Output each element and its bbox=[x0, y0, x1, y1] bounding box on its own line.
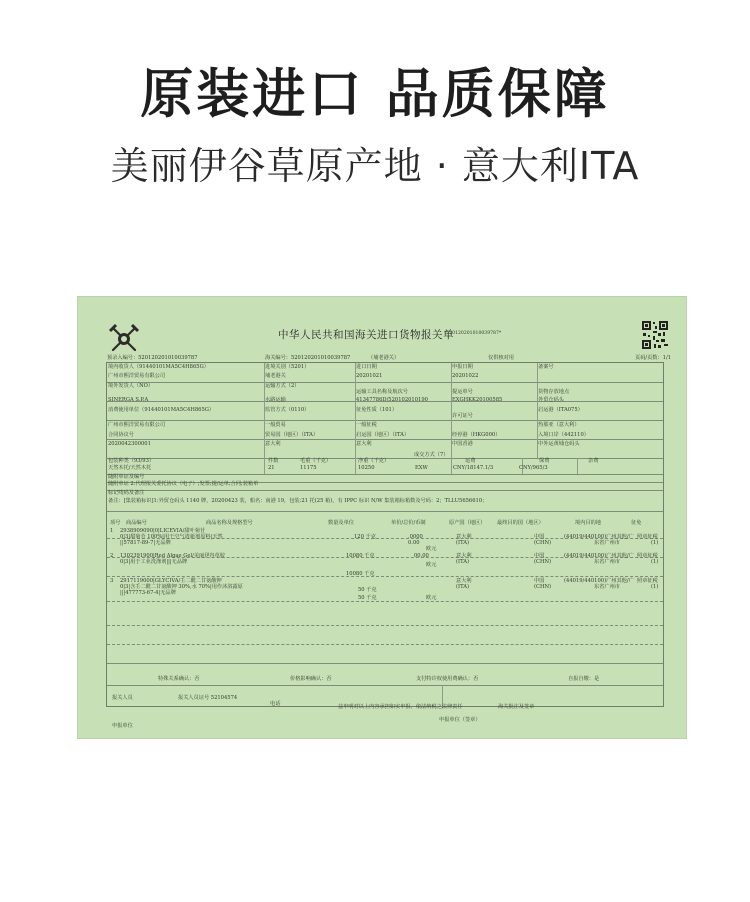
transport-mode-label: 运输方式（2） bbox=[265, 383, 300, 389]
trade-country-value: 意大利 bbox=[265, 441, 281, 447]
storage-value: 外贸仓码头 bbox=[538, 397, 564, 403]
item-price: 00.00 bbox=[414, 553, 429, 559]
form-title: 中华人民共和国海关进口货物报关单 bbox=[278, 329, 454, 341]
departure-port-value: 热那亚（意大利） bbox=[538, 422, 580, 428]
subheadline: 美丽伊谷草原产地 · 意大利ITA bbox=[110, 144, 640, 188]
item-line: 0|3|甜菊苷 100%|用于空气清新剂原料|天然 bbox=[120, 534, 223, 540]
form-serial: *520120201010039787* bbox=[444, 331, 502, 336]
item-line: 2917119000|GLYCIVA/壬二酰二甘氨酸钾 bbox=[120, 578, 222, 584]
freight-label: 运费 bbox=[465, 458, 476, 464]
freight-value: CNY/18147.1/3 bbox=[453, 465, 494, 471]
item-dest: 中国 bbox=[534, 553, 545, 559]
royalty-confirm: 支付特许权使用费确认：否 bbox=[416, 676, 479, 682]
marks-label: 标记唛码及备注 bbox=[108, 490, 145, 496]
trade-term-value: EXW bbox=[415, 465, 428, 471]
trade-country-label: 贸易国（地区）（ITA） bbox=[265, 432, 319, 438]
col-origin: 原产国（地区） bbox=[449, 520, 486, 526]
col-dest: 最终目的国（地区） bbox=[497, 520, 544, 526]
item-qty: 120 千克 bbox=[354, 534, 376, 540]
shipper-value: SINERGA S.P.A bbox=[108, 397, 149, 403]
vessel-label: 运输工具名称及航次号 bbox=[356, 389, 408, 395]
customs-remark-label: 海关批注及签章 bbox=[498, 704, 535, 710]
item-dest-code: (CHN) bbox=[534, 584, 552, 590]
item-domestic: (44019/440100)广州其他/广 bbox=[564, 553, 634, 559]
item-qty2: 10080 千克 bbox=[346, 571, 375, 577]
package-label: 包装种类（93/93） bbox=[108, 458, 155, 464]
item-qty2: 50 千克 bbox=[358, 595, 377, 601]
storage-label: 货物存放地点 bbox=[538, 389, 570, 395]
net-value: 10250 bbox=[358, 465, 375, 471]
item-no: 3 bbox=[110, 578, 114, 584]
bill-no-label: 提运单号 bbox=[452, 389, 473, 395]
item-domestic2: 东省广州市 bbox=[594, 540, 620, 546]
special-relation-confirm: 特殊关系确认：否 bbox=[158, 676, 200, 682]
declarant-label: 报关人员 bbox=[112, 695, 133, 701]
supervision-value: 一般贸易 bbox=[265, 422, 286, 428]
pieces-label: 件数 bbox=[268, 458, 279, 464]
entry-port-value: 埔老港关 bbox=[265, 373, 286, 379]
item-origin-code: (ITA) bbox=[456, 584, 470, 590]
customs-emblem-icon bbox=[106, 321, 142, 357]
pieces-value: 21 bbox=[268, 465, 275, 471]
item-line: 0|3|用于工业洗涤剂|||无品牌 bbox=[120, 559, 188, 565]
item-total: 0.00 bbox=[408, 540, 420, 546]
item-tax2: (1) bbox=[651, 584, 659, 590]
docs-value: 随附单证 2:代理报关委托协议（电子）;发票;提/运单;合同;装箱单 bbox=[108, 481, 259, 487]
transit-port-label: 经停港（HKG000） bbox=[452, 432, 501, 438]
insurance-label: 保费 bbox=[539, 458, 550, 464]
import-date-value: 20201021 bbox=[356, 373, 383, 379]
import-date-label: 进口日期 bbox=[356, 364, 377, 370]
vessel-value: 41347786D/520102010190 bbox=[356, 397, 428, 403]
item-origin: 意大利 bbox=[456, 534, 472, 540]
license-label: 许可证号 bbox=[452, 413, 473, 419]
item-domestic: (44019/440100)广州其他/广 bbox=[564, 534, 634, 540]
col-hs: 商品编号 bbox=[126, 520, 147, 526]
item-origin: 意大利 bbox=[456, 553, 472, 559]
insurance-value: CNY/965/3 bbox=[519, 465, 548, 471]
consumer-label: 消费使用单位（91440101MA5C4H865G） bbox=[108, 407, 215, 413]
item-domestic: (44019/440100)广州其他/广 bbox=[564, 578, 634, 584]
declarant-no: 报关人员证号 52104574 bbox=[178, 695, 238, 701]
item-origin: 意大利 bbox=[456, 578, 472, 584]
origin-country-value: 意大利 bbox=[356, 441, 372, 447]
origin-country-label: 启运国（地区）（ITA） bbox=[356, 432, 410, 438]
item-line: ||57817-89-7|无品牌 bbox=[120, 540, 171, 546]
contract-value: 2020042300001 bbox=[108, 441, 151, 447]
transit-port-value: 中国香港 bbox=[452, 441, 473, 447]
consignee-value: 广州市熙洋贸易有限公司 bbox=[108, 373, 166, 379]
item-dest: 中国 bbox=[534, 534, 545, 540]
item-currency: 欧元 bbox=[426, 595, 437, 601]
transport-mode-value: 水路运输 bbox=[265, 397, 286, 403]
col-domestic: 境内目的地 bbox=[575, 520, 601, 526]
remarks: 备注：[集装箱标识]1:外贸仓码头 1140 牌，20200423 装，船名：南港 19，包装:21 托(25 箱)，有 IPPC 标识 N/W 集装箱标箱数及号码：2；TLLU5656610； bbox=[108, 498, 488, 504]
entry-port-label: 进境关别（5201） bbox=[265, 364, 310, 370]
item-dest-code: (CHN) bbox=[534, 559, 552, 565]
bill-no-value: EXGHKK20100585 bbox=[452, 397, 503, 403]
item-origin-code: (ITA) bbox=[456, 540, 470, 546]
item-currency: 欧元 bbox=[426, 546, 437, 552]
declaring-unit-seal: 申报单位（签章） bbox=[439, 717, 481, 723]
trade-term-label: 成交方式（7） bbox=[414, 452, 449, 458]
headline: 原装进口 品质保障 bbox=[140, 64, 610, 125]
consignee-label: 境内收货人（91440101MA5C4H865G） bbox=[108, 364, 209, 370]
item-domestic2: 东省广州市 bbox=[594, 559, 620, 565]
record-no-label: 备案号 bbox=[538, 364, 554, 370]
port-name: （埔老港关） bbox=[368, 355, 400, 361]
item-line: 0|3|含壬二酰二甘氨酸钾 30%,水 70%|用作沐浴露原 bbox=[120, 584, 243, 590]
docs-label: 随附单证及编号 bbox=[108, 474, 145, 480]
customs-declaration-form bbox=[78, 297, 686, 738]
tax-nature-value: 一般征税 bbox=[356, 422, 377, 428]
item-no: 1 bbox=[110, 528, 114, 534]
entry-point-value: 中外运黄埔仓码头 bbox=[538, 441, 580, 447]
item-domestic2: 东省广州市 bbox=[594, 584, 620, 590]
legal-statement: 兹申明对以上内容承担如实申报、依法纳税之法律责任 bbox=[338, 704, 463, 710]
gross-label: 毛重（千克） bbox=[300, 458, 332, 464]
usage-note: 仅供核对用 bbox=[488, 355, 514, 361]
item-origin-code: (ITA) bbox=[456, 559, 470, 565]
item-tax2: (1) bbox=[651, 540, 659, 546]
pre-entry-no: 预录入编号：520120201010039787 bbox=[107, 355, 198, 361]
col-price: 单价/总价/币制 bbox=[391, 520, 426, 526]
contract-label: 合同协议号 bbox=[108, 432, 134, 438]
item-qty: 50 千克 bbox=[358, 587, 377, 593]
qr-code-icon bbox=[641, 320, 669, 350]
self-declare-confirm: 自报自缴：是 bbox=[568, 676, 600, 682]
item-no: 2 bbox=[110, 553, 114, 559]
item-line: 2938909090|0|LICEVIA/甜叶菊苷 bbox=[120, 528, 206, 534]
entry-point-label: 入境口岸（442110） bbox=[538, 432, 589, 438]
customs-no: 海关编号：520120201010039787 bbox=[265, 355, 351, 361]
col-no: 项号 bbox=[110, 520, 121, 526]
shipper-label: 境外发货人（NO） bbox=[108, 383, 154, 389]
item-line: |||477773-67-4|无品牌 bbox=[120, 590, 176, 596]
departure-port-label: 启运港（ITA075） bbox=[538, 407, 583, 413]
item-tax: 照章征税 bbox=[637, 534, 658, 540]
item-dest-code: (CHN) bbox=[534, 540, 552, 546]
net-label: 净重（千克） bbox=[358, 458, 390, 464]
package-value: 天然木托/天然木托 bbox=[108, 465, 152, 471]
consumer-value: 广州市熙洋贸易有限公司 bbox=[108, 422, 166, 428]
item-tax2: (1) bbox=[651, 559, 659, 565]
item-line: 1302391900|Red Algae Gel/美丽伊谷草胶 bbox=[120, 553, 225, 559]
tax-nature-label: 征免性质（101） bbox=[356, 407, 398, 413]
supervision-label: 监管方式（0110） bbox=[265, 407, 310, 413]
item-tax: 照章征税 bbox=[637, 578, 658, 584]
declare-date-label: 申报日期 bbox=[452, 364, 473, 370]
declaring-unit-label: 申报单位 bbox=[112, 723, 133, 729]
col-tax: 征免 bbox=[631, 520, 642, 526]
item-dest: 中国 bbox=[534, 578, 545, 584]
item-qty: 10080 千克 bbox=[346, 553, 375, 559]
gross-value: 11175 bbox=[300, 465, 317, 471]
page-count: 页码/页数：1/1 bbox=[635, 355, 672, 361]
item-price: .0000 bbox=[408, 534, 423, 540]
declare-date-value: 20201022 bbox=[452, 373, 479, 379]
col-desc: 商品名称及规格型号 bbox=[206, 520, 253, 526]
item-tax: 照章征税 bbox=[637, 553, 658, 559]
price-impact-confirm: 价格影响确认：否 bbox=[290, 676, 332, 682]
col-qty: 数量及单位 bbox=[328, 520, 354, 526]
phone-label: 电话 bbox=[270, 701, 281, 707]
item-currency: 欧元 bbox=[426, 562, 437, 568]
misc-label: 杂费 bbox=[588, 458, 599, 464]
